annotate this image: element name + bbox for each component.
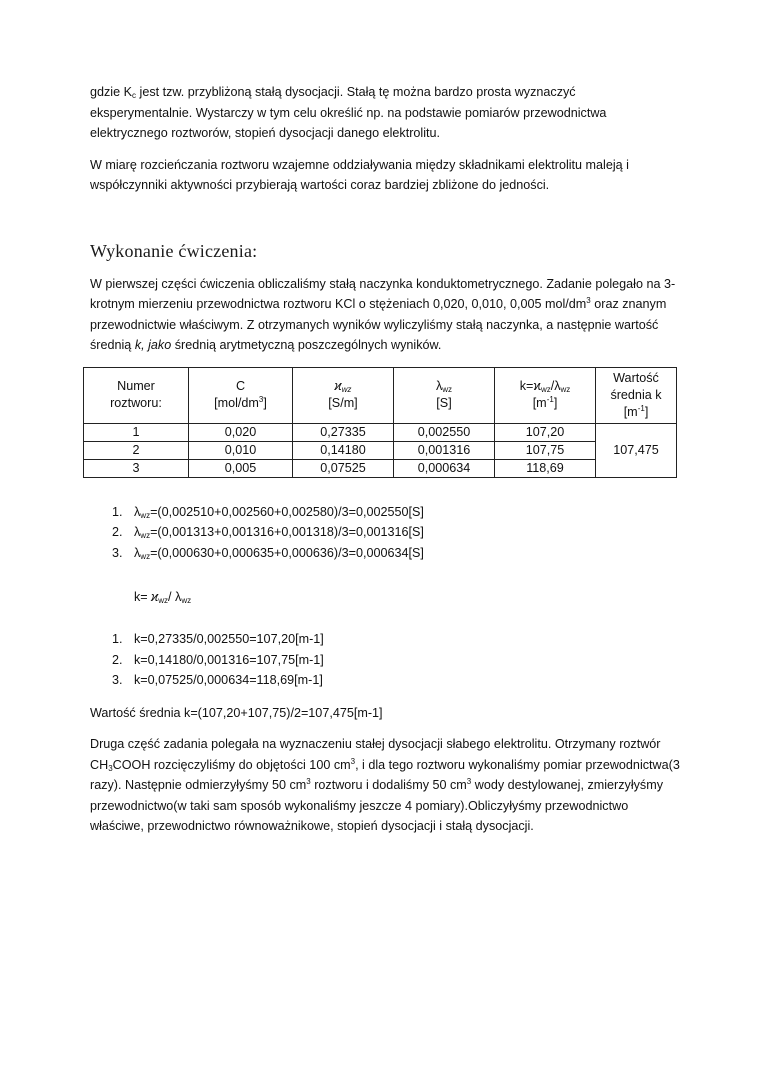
- cell-lambda: 0,000634: [394, 459, 495, 477]
- list-item: 2. k=0,14180/0,001316=107,75[m-1]: [112, 652, 324, 667]
- cell-k: 118,69: [495, 459, 596, 477]
- header-k: $k=ϰ_{wz}/\lambda_{wz}$ $[m^{-1}]$: [495, 367, 596, 423]
- list-item: 2. $\lambda_{wz}=(0,001313+0,001316+0,001318)/3=0,001316[S]$: [112, 525, 424, 540]
- list-item: 3. k=0,07525/0,000634=118,69[m-1]: [112, 673, 323, 687]
- cell-concentration: 0,005: [189, 459, 293, 477]
- cell-kappa: 0,14180: [293, 441, 394, 459]
- cell-lambda: 0,001316: [394, 441, 495, 459]
- header-average: Wartość średnia k $[m^{-1}]$: [596, 367, 677, 423]
- table-header-row: [84, 367, 677, 423]
- cell-kappa: 0,07525: [293, 459, 394, 477]
- cell-k: 107,20: [495, 423, 596, 441]
- lambda-calculation-list: [90, 502, 680, 564]
- cell-lambda: 0,002550: [394, 423, 495, 441]
- header-c: C $[mol/dm^3]$: [189, 367, 293, 423]
- list-item: 1. k=0,27335/0,002550=107,20[m-1]: [112, 632, 324, 646]
- document-page: [90, 82, 680, 848]
- average-line: Wartość średnia k=(107,20+107,75)/2=107,475[m-1]: [90, 705, 383, 720]
- cell-number: 3: [84, 459, 189, 477]
- cell-kappa: 0,27335: [293, 423, 394, 441]
- list-item: 1. $\lambda_{wz}=(0,002510+0,002560+0,002580)/3=0,002550[S]$: [112, 504, 424, 520]
- table-row: [84, 459, 677, 477]
- section-paragraph: W pierwszej części ćwiczenia obliczaliśmy stałą naczynka konduktometrycznego. Zadanie polegało na 3- krotnym mierzeniu przewodnictwa roztworu KCl o stężeniach 0,020, 0,010, 0,005 mol/$dm^3$ oraz znanym przewodnictwie właściwym. Z otrzymanych wyników wyliczyliśmy stałą naczynka, a następnie wartość średnią k, jako średnią arytmetyczną poszczególnych wyników.: [90, 276, 676, 352]
- table-row: [84, 423, 677, 441]
- part2-paragraph: Druga część zadania polegała na wyznaczeniu stałej dysocjacji słabego elektrolitu. Otrzymany roztwór $CH_3COOH$ rozcięczyliśmy do objętości 100 $cm^3$, i dla tego roztworu wykonaliśmy pomiar przewodnictwa(3 razy). Następnie odmierzyłyśmy 50 $cm^3$ roztworu i dodaliśmy 50 $cm^3$ wody destylowanej, zmierzyłyśmy przewodnictwo(w taki sam sposób wykonaliśmy jeszcze 4 pomiary).Obliczyłyśmy przewodnictwo właściwe, przewodnictwo równoważnikowe, stopień dysocjacji i stałą dysocjacji.: [90, 737, 680, 833]
- k-formula: $k= ϰ_{wz}/$ $\lambda_{wz}$: [134, 590, 192, 605]
- cell-number: 2: [84, 441, 189, 459]
- results-table: [83, 367, 677, 478]
- intro-paragraph-2: W miarę rozcieńczania roztworu wzajemne oddziaływania między składnikami elektrolitu maleją i współczynniki aktywności przybierają wartości coraz bardziej zbliżone do jedności.: [90, 157, 629, 192]
- intro-paragraph-1: gdzie $K_c$ jest tzw. przybliżoną stałą dysocjacji. Stałą tę można bardzo prosta wyznaczyć eksperymentalnie. Wystarczy w tym celu określić np. na podstawie pomiarów przewodnictwa elektrycznego roztworów, stopień dysocjacji danego elektrolitu.: [90, 85, 607, 140]
- cell-concentration: 0,010: [189, 441, 293, 459]
- list-item: 3. $\lambda_{wz}=(0,000630+0,000635+0,000636)/3=0,000634[S]$: [112, 545, 424, 561]
- header-numer: Numer roztworu:: [84, 367, 189, 423]
- k-calculation-list: [90, 629, 680, 691]
- cell-concentration: 0,020: [189, 423, 293, 441]
- header-lambda: $\lambda_{wz}$ [S]: [394, 367, 495, 423]
- table-row: [84, 441, 677, 459]
- cell-k: 107,75: [495, 441, 596, 459]
- header-kappa: $ϰ_{wz}$ [S/m]: [293, 367, 394, 423]
- cell-average: 107,475: [596, 423, 677, 477]
- section-heading: Wykonanie ćwiczenia:: [90, 240, 258, 261]
- cell-number: 1: [84, 423, 189, 441]
